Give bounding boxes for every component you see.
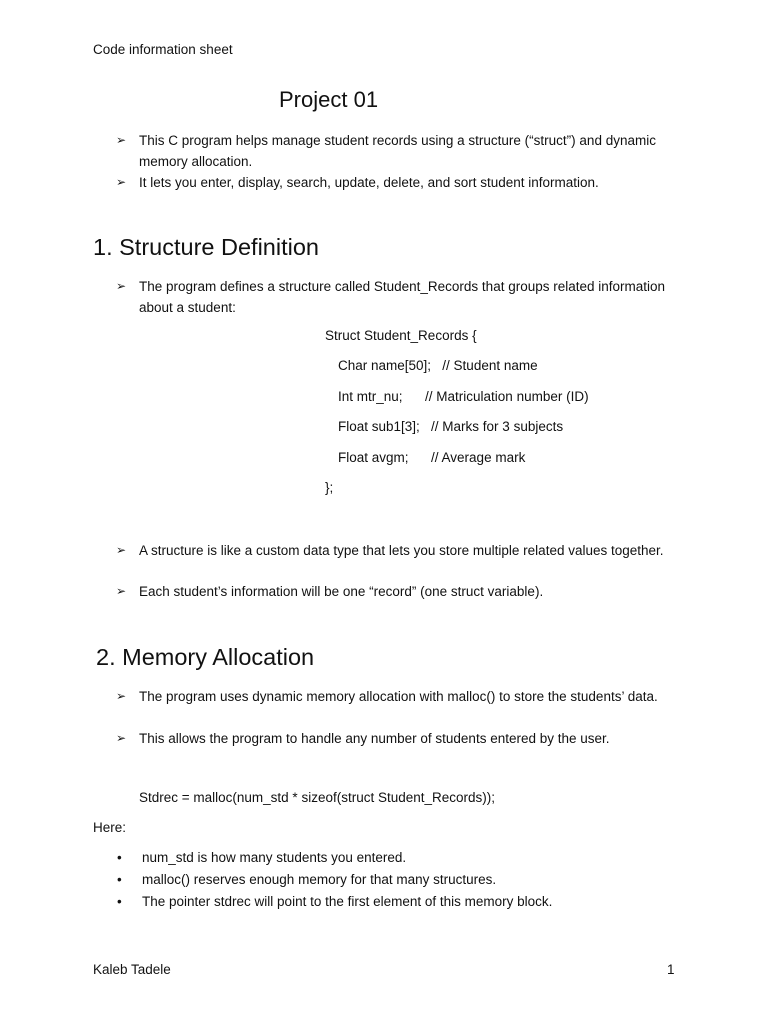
section-heading: 1. Structure Definition [93, 234, 319, 260]
page-header: Code information sheet [93, 42, 233, 57]
code-line: Float sub1[3]; // Marks for 3 subjects [338, 419, 564, 434]
footer-author: Kaleb Tadele [93, 962, 171, 977]
dot-bullet-icon: • [117, 894, 122, 909]
section-heading: 2. Memory Allocation [96, 644, 315, 670]
arrowhead-bullet-icon: ➢ [116, 175, 127, 189]
section-bullet: ➢ The program uses dynamic memory allocation with malloc() to store the students’ data. [116, 686, 676, 707]
document-title: Project 01 [279, 87, 379, 112]
intro-bullet: ➢ This C program helps manage student records using a structure (“struct”) and dynamic memory allocation. [116, 130, 676, 172]
arrowhead-bullet-icon: ➢ [116, 279, 127, 293]
arrowhead-bullet-icon: ➢ [116, 731, 127, 745]
list-item: • malloc() reserves enough memory for that many structures. [117, 872, 497, 887]
page-number: 1 [667, 962, 675, 977]
code-line: Float avgm; // Average mark [338, 450, 526, 465]
malloc-code-line: Stdrec = malloc(num_std * sizeof(struct Student_Records)); [139, 790, 496, 805]
arrowhead-bullet-icon: ➢ [116, 689, 127, 703]
list-item: • num_std is how many students you entered. [117, 850, 407, 865]
arrowhead-bullet-icon: ➢ [116, 133, 127, 147]
code-line: Char name[50]; // Student name [338, 358, 538, 373]
section-bullet: ➢ This allows the program to handle any number of students entered by the user. [116, 728, 676, 749]
arrowhead-bullet-icon: ➢ [116, 543, 127, 557]
dot-bullet-icon: • [117, 850, 122, 865]
section-bullet: ➢ Each student’s information will be one “record” (one struct variable). [116, 581, 676, 602]
section-bullet: ➢ The program defines a structure called Student_Records that groups related information about a student: [116, 276, 676, 318]
section-bullet: ➢ A structure is like a custom data type that lets you store multiple related values together. [116, 540, 676, 561]
code-line: Struct Student_Records { [325, 328, 477, 343]
here-label: Here: [93, 820, 127, 835]
dot-bullet-icon: • [117, 872, 122, 887]
code-line: Int mtr_nu; // Matriculation number (ID) [338, 389, 589, 404]
list-item: • The pointer stdrec will point to the first element of this memory block. [117, 894, 553, 909]
arrowhead-bullet-icon: ➢ [116, 584, 127, 598]
intro-bullet: ➢ It lets you enter, display, search, update, delete, and sort student information. [116, 172, 676, 193]
code-line: }; [325, 480, 334, 495]
